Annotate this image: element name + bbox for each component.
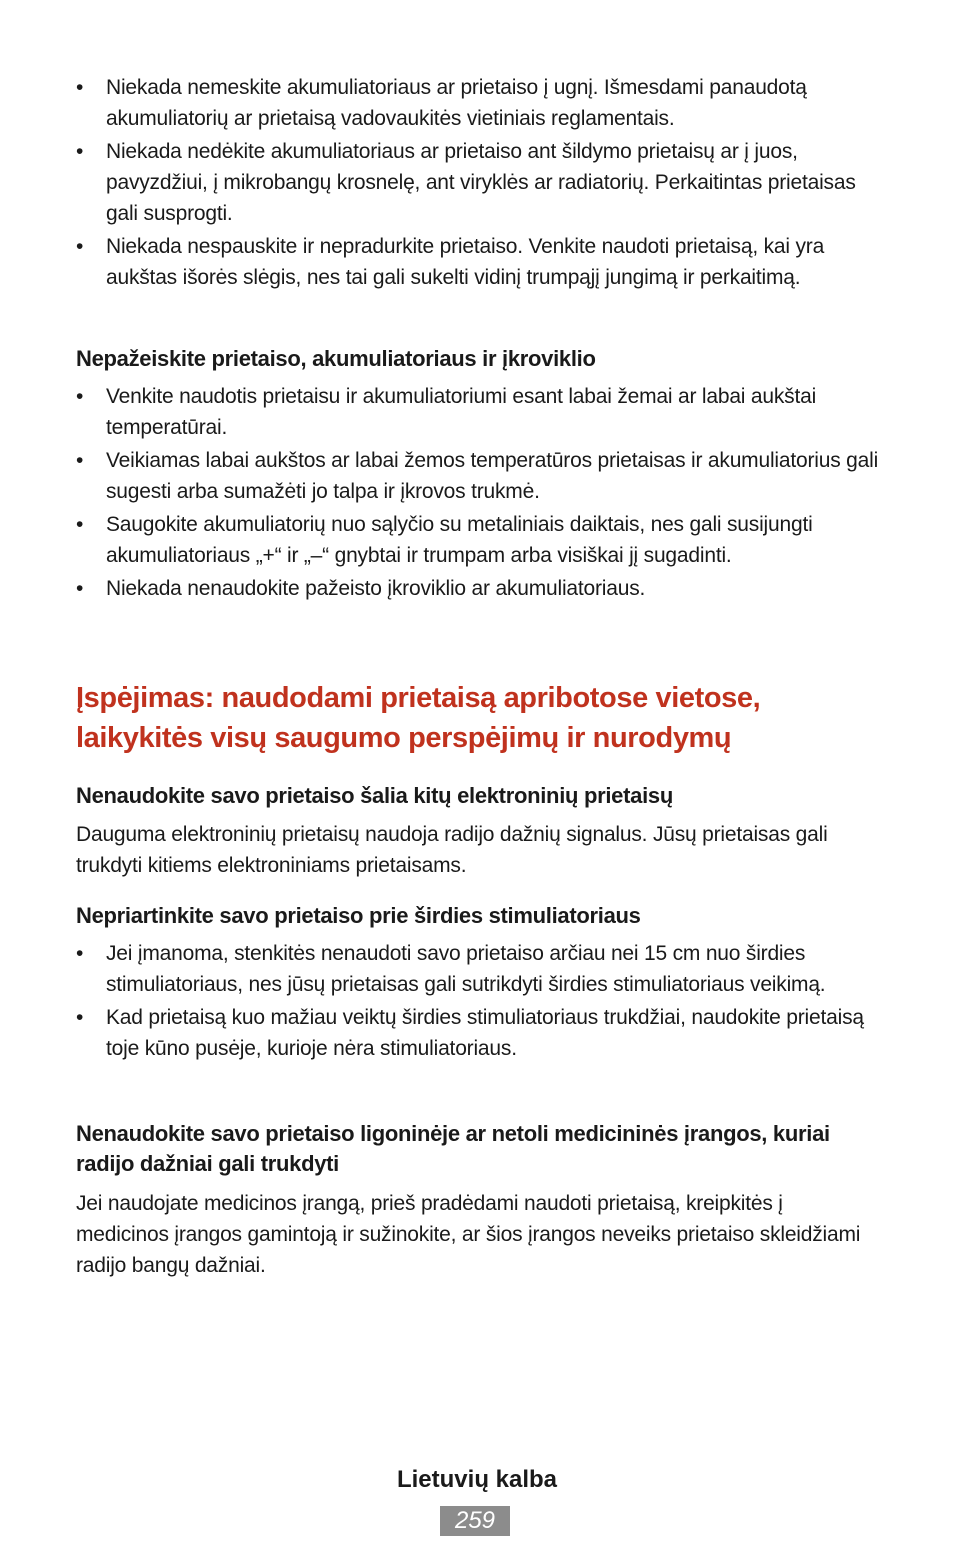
- list-item: [76, 938, 886, 1000]
- bullet-icon: •: [76, 76, 84, 99]
- page-number-badge: 259: [440, 1506, 510, 1536]
- section-heading-electronics: Nenaudokite savo prietaiso šalia kitų elektroninių prietaisų: [76, 783, 673, 808]
- list-item: [76, 231, 886, 293]
- section-text-hospital: Jei naudojate medicinos įrangą, prieš pradėdami naudoti prietaisą, kreipkitės į medicinos įrangos gamintoją ir sužinokite, ar šios įrangos neveiks prietaiso skleidžiami radijo bangų dažniai.: [76, 1192, 861, 1277]
- bullet-icon: •: [76, 577, 84, 600]
- bullet-text: Saugokite akumuliatorių nuo sąlyčio su metaliniais daiktais, nes gali susijungti akumuliatoriaus „+“ ir „–“ gnybtai ir trumpam arba visiškai jį sugadinti.: [106, 513, 813, 567]
- pacemaker-bullet-list: [76, 938, 886, 1066]
- list-item: [76, 136, 886, 229]
- list-item: [76, 72, 886, 134]
- section-heading-pacemaker: Nepriartinkite savo prietaiso prie širdies stimuliatoriaus: [76, 903, 641, 928]
- bullet-text: Niekada nedėkite akumuliatoriaus ar prietaiso ant šildymo prietaisų ar į juos, pavyzdžiui, į mikrobangų krosnelę, ant viryklės ar radiatorių. Perkaitintas prietaisas gali susprogti.: [106, 140, 856, 225]
- list-item: [76, 445, 886, 507]
- bullet-icon: •: [76, 942, 84, 965]
- list-item: [76, 573, 886, 604]
- bullet-icon: •: [76, 449, 84, 472]
- bullet-text: Niekada nespauskite ir nepradurkite prietaiso. Venkite naudoti prietaisą, kai yra aukštas išorės slėgis, nes tai gali sukelti vidinį trumpąjį jungimą ir perkaitimą.: [106, 235, 825, 289]
- section-heading-damage: Nepažeiskite prietaiso, akumuliatoriaus ir įkroviklio: [76, 346, 596, 371]
- bullet-icon: •: [76, 235, 84, 258]
- bullet-icon: •: [76, 385, 84, 408]
- section-heading-hospital: Nenaudokite savo prietaiso ligoninėje ar netoli medicininės įrangos, kuriai radijo dažniai gali trukdyti: [76, 1121, 830, 1176]
- list-item: [76, 381, 886, 443]
- warning-heading-line1: Įspėjimas: naudodami prietaisą apribotose vietose,: [76, 682, 761, 714]
- bullet-icon: •: [76, 513, 84, 536]
- list-item: [76, 1002, 886, 1064]
- damage-bullet-list: [76, 381, 886, 606]
- list-item: [76, 509, 886, 571]
- warning-heading: [76, 678, 886, 758]
- bullet-text: Veikiamas labai aukštos ar labai žemos temperatūros prietaisas ir akumuliatorius gali sugesti arba sumažėti jo talpa ir įkrovos trukmė.: [106, 449, 879, 503]
- bullet-text: Niekada nenaudokite pažeisto įkroviklio ar akumuliatoriaus.: [106, 577, 646, 600]
- warning-heading-line2: laikykitės visų saugumo perspėjimų ir nurodymų: [76, 722, 732, 754]
- bullet-text: Niekada nemeskite akumuliatoriaus ar prietaiso į ugnį. Išmesdami panaudotą akumuliatorių ar prietaisą vadovaukitės vietiniais reglamentais.: [106, 76, 807, 130]
- footer-language: Lietuvių kalba: [396, 1466, 558, 1493]
- bullet-icon: •: [76, 1006, 84, 1029]
- section-text-electronics: Dauguma elektroninių prietaisų naudoja radijo dažnių signalus. Jūsų prietaisas gali trukdyti kitiems elektroniniams prietaisams.: [76, 823, 828, 877]
- bullet-text: Kad prietaisą kuo mažiau veiktų širdies stimuliatoriaus trukdžiai, naudokite prietaisą toje kūno pusėje, kurioje nėra stimuliatoriaus.: [106, 1006, 864, 1060]
- bullet-text: Jei įmanoma, stenkitės nenaudoti savo prietaiso arčiau nei 15 cm nuo širdies stimuliatoriaus, nes jūsų prietaisas gali sutrikdyti širdies stimuliatoriaus veikimą.: [106, 942, 826, 996]
- bullet-icon: •: [76, 140, 84, 163]
- intro-bullet-list: [76, 72, 886, 295]
- bullet-text: Venkite naudotis prietaisu ir akumuliatoriumi esant labai žemai ar labai aukštai temperatūrai.: [106, 385, 817, 439]
